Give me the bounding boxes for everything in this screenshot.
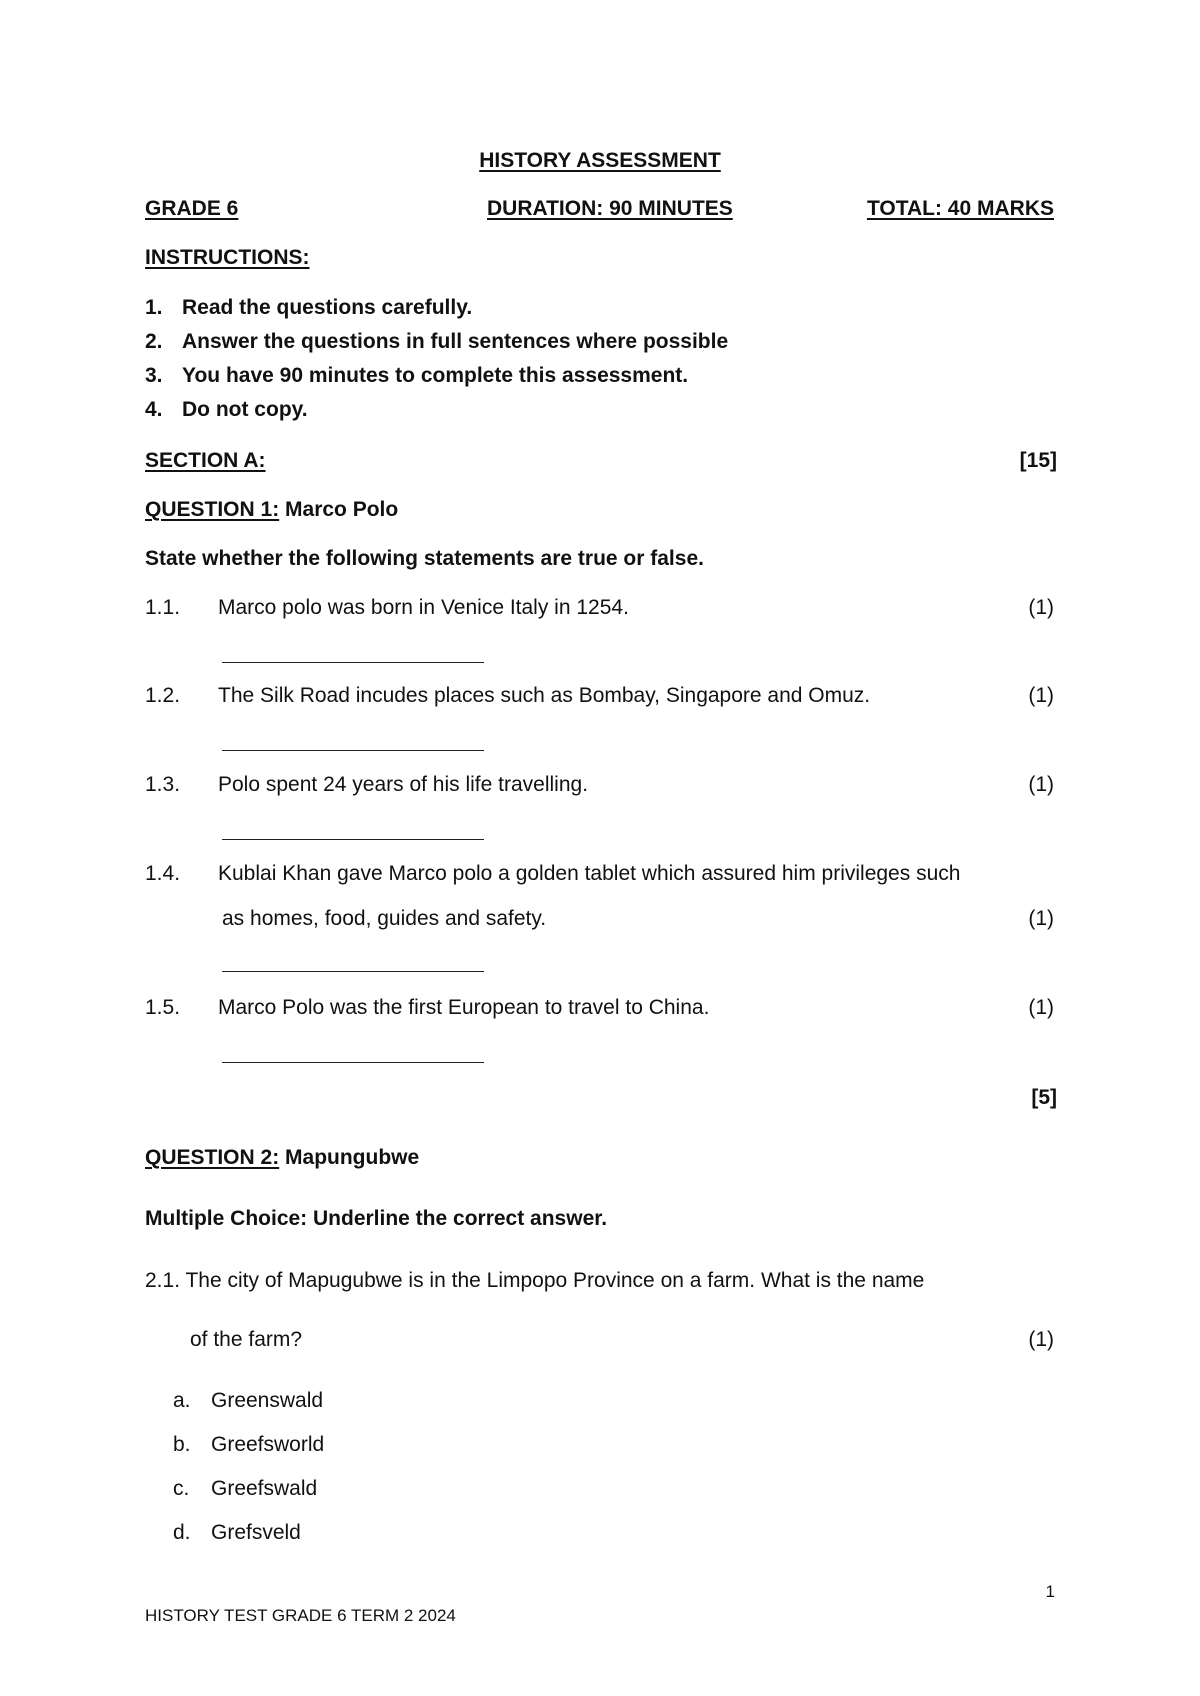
instruction-number: 4. [145, 398, 163, 421]
answer-line[interactable] [222, 839, 484, 840]
instructions-heading: INSTRUCTIONS: [145, 246, 310, 269]
question-2-1-text: 2.1. The city of Mapugubwe is in the Limpopo Province on a farm. What is the name [145, 1269, 925, 1292]
question-number: 1.2. [145, 684, 181, 707]
question-statement: Marco Polo was the first European to travel to China. [218, 996, 710, 1019]
page-number: 1 [1045, 1582, 1055, 1601]
answer-line[interactable] [222, 1062, 484, 1063]
answer-line[interactable] [222, 750, 484, 751]
section-a-heading: SECTION A: [145, 449, 266, 472]
question-statement: Polo spent 24 years of his life travelling. [218, 773, 589, 796]
question-1-instruction: State whether the following statements are true or false. [145, 547, 704, 570]
question-statement: The Silk Road incudes places such as Bombay, Singapore and Omuz. [218, 684, 871, 707]
option-letter: b. [173, 1433, 191, 1456]
question-1-topic: Marco Polo [279, 498, 399, 521]
duration-label: DURATION: 90 MINUTES [487, 197, 733, 220]
question-statement: Kublai Khan gave Marco polo a golden tablet which assured him privileges such [218, 862, 961, 885]
option-text[interactable]: Grefsveld [211, 1521, 301, 1544]
question-number: 1.3. [145, 773, 181, 796]
option-text[interactable]: Greenswald [211, 1389, 324, 1412]
option-letter: c. [173, 1477, 190, 1500]
question-number: 1.1. [145, 596, 181, 619]
footer-text: HISTORY TEST GRADE 6 TERM 2 2024 [145, 1606, 456, 1625]
instruction-number: 1. [145, 296, 163, 319]
question-1-heading [145, 499, 398, 520]
option-text[interactable]: Greefswald [211, 1477, 318, 1500]
answer-line[interactable] [222, 662, 484, 663]
question-mark: (1) [1028, 996, 1054, 1019]
instruction-number: 2. [145, 330, 163, 353]
instruction-text: Do not copy. [182, 398, 308, 421]
option-letter: a. [173, 1389, 191, 1412]
question-1-label: QUESTION 1: [145, 498, 280, 521]
question-statement: Marco polo was born in Venice Italy in 1254. [218, 596, 629, 619]
option-letter: d. [173, 1521, 191, 1544]
question-2-topic: Mapungubwe [279, 1146, 420, 1169]
question-2-1-text-continued: of the farm? [190, 1328, 303, 1351]
instruction-text: Read the questions carefully. [182, 296, 473, 319]
question-mark: (1) [1028, 1328, 1054, 1351]
option-text[interactable]: Greefsworld [211, 1433, 325, 1456]
question-number: 1.4. [145, 862, 181, 885]
question-mark: (1) [1028, 907, 1054, 930]
instruction-number: 3. [145, 364, 163, 387]
total-marks-label: TOTAL: 40 MARKS [866, 197, 1054, 220]
answer-line[interactable] [222, 971, 484, 972]
question-mark: (1) [1028, 684, 1054, 707]
question-1-total: [5] [1031, 1086, 1057, 1109]
question-2-label: QUESTION 2: [145, 1146, 280, 1169]
section-a-marks: [15] [1019, 449, 1057, 472]
question-statement-continued: as homes, food, guides and safety. [222, 907, 547, 930]
question-number: 1.5. [145, 996, 181, 1019]
question-2-instruction: Multiple Choice: Underline the correct answer. [145, 1207, 608, 1230]
instruction-text: You have 90 minutes to complete this assessment. [182, 364, 689, 387]
question-mark: (1) [1028, 596, 1054, 619]
page-title: HISTORY ASSESSMENT [479, 149, 721, 172]
instruction-text: Answer the questions in full sentences where possible [182, 330, 729, 353]
question-2-heading [145, 1147, 419, 1168]
grade-label: GRADE 6 [145, 197, 239, 220]
question-mark: (1) [1028, 773, 1054, 796]
